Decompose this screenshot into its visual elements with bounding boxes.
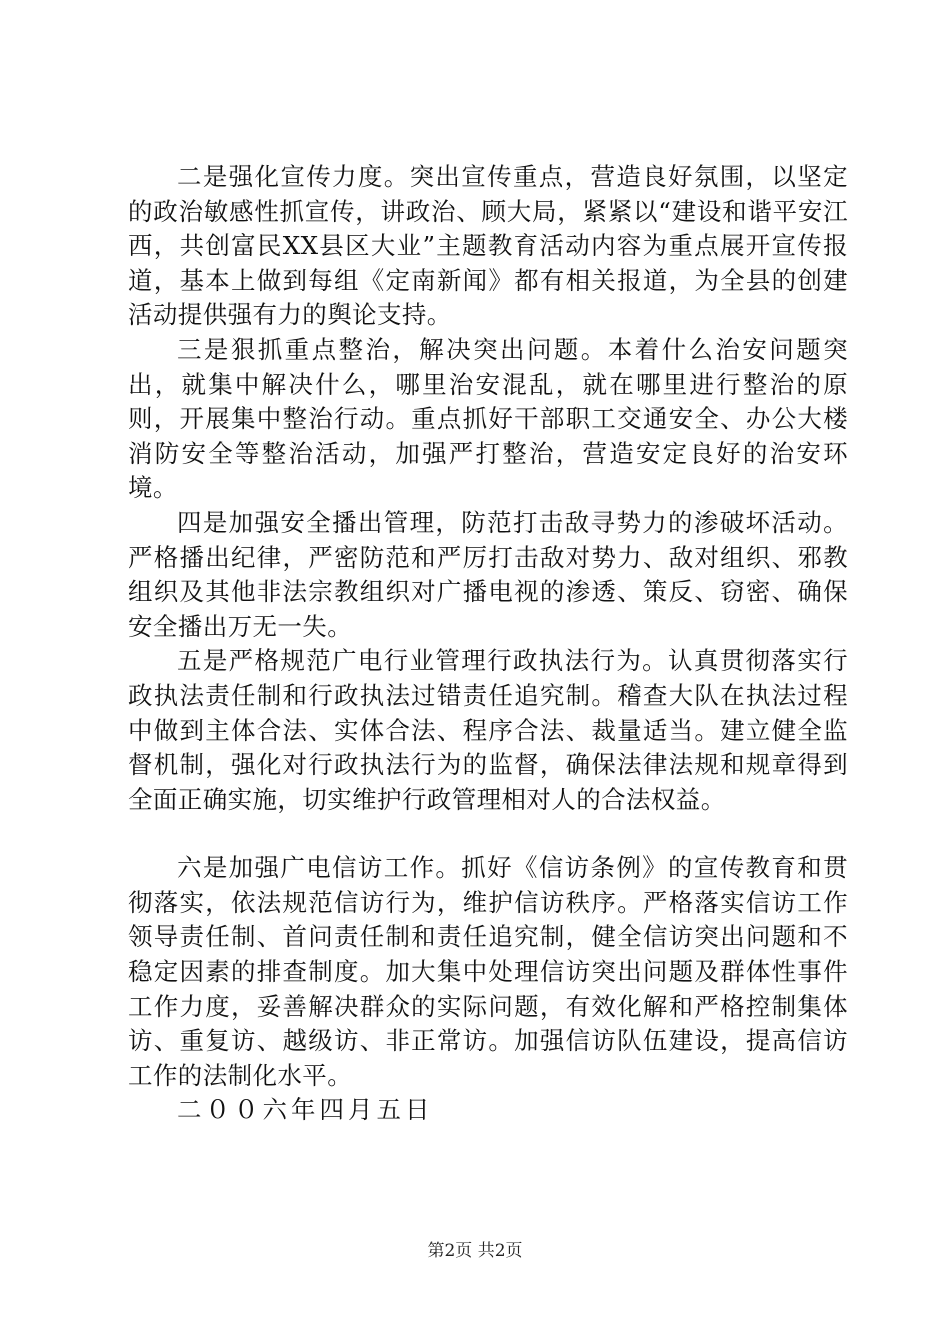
- paragraph-law-enforcement: 五是严格规范广电行业管理行政执法行为。认真贯彻落实行政执法责任制和行政执法过错责任追究制。稽查大队在执法过程中做到主体合法、实体合法、程序合法、裁量适当。建立健全监督机制，强化对行政执法行为的监督，确保法律法规和规章得到全面正确实施，切实维护行政管理相对人的合法权益。: [128, 646, 848, 814]
- document-date: 二００六年四月五日: [177, 1095, 434, 1125]
- paragraph-rectification: 三是狠抓重点整治，解决突出问题。本着什么治安问题突出，就集中解决什么，哪里治安混乱，就在哪里进行整治的原则，开展集中整治行动。重点抓好干部职工交通安全、办公大楼消防安全等整治活动，加强严打整治，营造安定良好的治安环境。: [128, 334, 848, 503]
- paragraph-petition: 六是加强广电信访工作。抓好《信访条例》的宣传教育和贯彻落实，依法规范信访行为，维护信访秩序。严格落实信访工作领导责任制、首问责任制和责任追究制，健全信访突出问题和不稳定因素的排查制度。加大集中处理信访突出问题及群体性事件工作力度，妥善解决群众的实际问题，有效化解和严格控制集体访、重复访、越级访、非正常访。加强信访队伍建设，提高信访工作的法制化水平。: [128, 853, 848, 1090]
- paragraph-publicity: 二是强化宣传力度。突出宣传重点，营造良好氛围，以坚定的政治敏感性抓宣传，讲政治、顾大局，紧紧以“建设和谐平安江西，共创富民XX县区大业”主题教育活动内容为重点展开宣传报道，基本上做到每组《定南新闻》都有相关报道，为全县的创建活动提供强有力的舆论支持。: [128, 162, 848, 330]
- document-body: [128, 160, 848, 1128]
- paragraph-broadcast-safety: 四是加强安全播出管理，防范打击敌寻势力的渗破坏活动。严格播出纪律，严密防范和严厉打击敌对势力、敌对组织、邪教组织及其他非法宗教组织对广播电视的渗透、策反、窃密、确保安全播出万无一失。: [128, 507, 848, 641]
- page-footer: 第2页 共2页: [427, 1241, 523, 1261]
- paragraph-spacer: [128, 817, 848, 851]
